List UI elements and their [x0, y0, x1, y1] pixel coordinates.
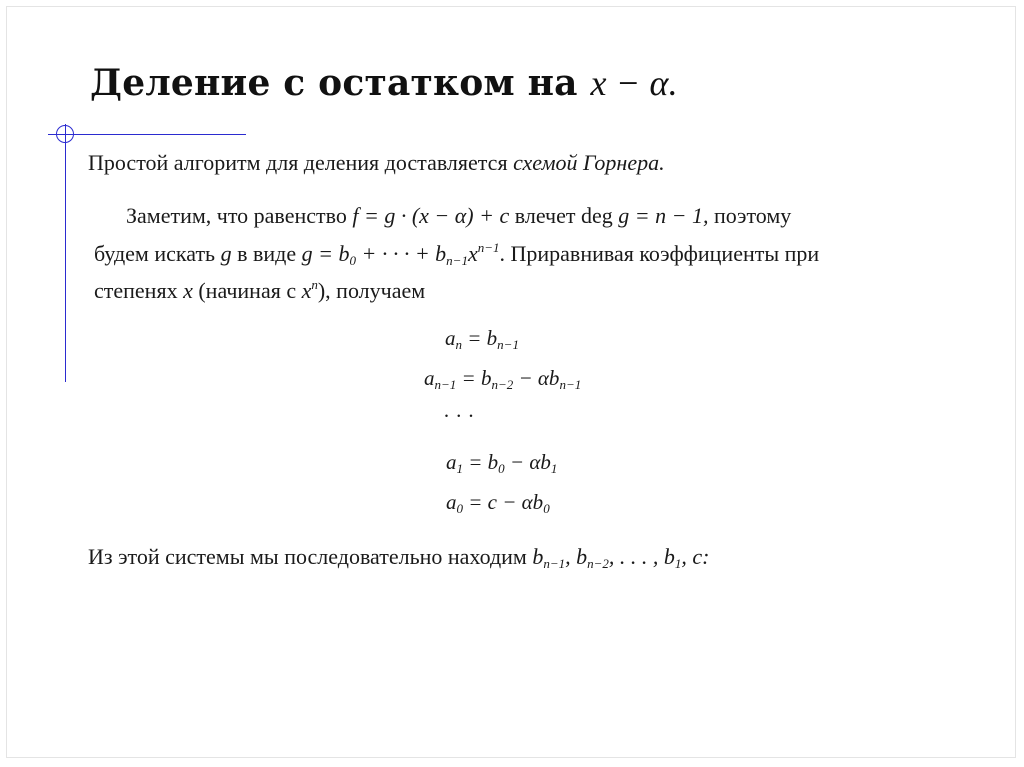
intro-line: [88, 150, 665, 176]
outro-text: Из этой системы мы последовательно находим: [88, 544, 527, 569]
para-l1-formula-2: g = n − 1,: [618, 203, 709, 228]
para-l2-text-a: будем искать: [94, 241, 216, 266]
intro-text: Простой алгоритм для деления доставляется: [88, 150, 508, 175]
para-l3-text-c: ), получаем: [317, 278, 426, 303]
slide-title: [90, 62, 678, 104]
para-l1-text-a: Заметим, что равенство: [126, 203, 347, 228]
outro-line: [88, 544, 710, 572]
para-l1-deg: deg: [581, 203, 613, 228]
paragraph-line-3: [94, 277, 425, 304]
outro-formula: $b_{n-1}$, $b_{n-2}$, . . . , $b_1$, c:: [532, 544, 710, 571]
system-row-ellipsis: · · ·: [443, 404, 475, 428]
para-l2-text-c: . Приравнивая коэффициенты при: [499, 241, 820, 266]
annotation-vertical-line: [65, 124, 66, 382]
system-row-5: $a_0 = c - \alpha b_0$: [446, 490, 550, 516]
system-row-1: $a_n = b_{n-1}$: [445, 326, 519, 352]
para-l1-text-b: влечет: [514, 203, 576, 228]
para-l2-text-b: в виде: [237, 241, 297, 266]
para-l1-formula-1: f = g · (x − α) + c: [352, 203, 510, 228]
system-row-2: $a_{n-1} = b_{n-2} - \alpha b_{n-1}$: [424, 366, 582, 392]
para-l1-text-c: поэтому: [713, 203, 792, 228]
para-l2-g: g: [220, 241, 232, 266]
para-l3-x: x: [183, 278, 193, 303]
para-l3-xn: $x^n$: [301, 277, 318, 303]
paragraph-line-1: [126, 203, 791, 229]
intro-emphasis: схемой Горнера.: [513, 150, 665, 175]
annotation-circle: [56, 125, 74, 143]
annotation-horizontal-line: [48, 134, 246, 135]
para-l3-text-a: степенях: [94, 278, 178, 303]
system-row-4: $a_1 = b_0 - \alpha b_1$: [446, 450, 558, 476]
para-l2-formula: $g = b_0$ + · · · + $b_{n-1}x^{n-1}$: [301, 240, 500, 268]
title-text: Деление с остатком на: [90, 62, 578, 104]
paragraph-line-2: [94, 240, 819, 269]
para-l3-text-b: (начиная с: [198, 278, 297, 303]
title-math: x − α.: [590, 63, 678, 103]
